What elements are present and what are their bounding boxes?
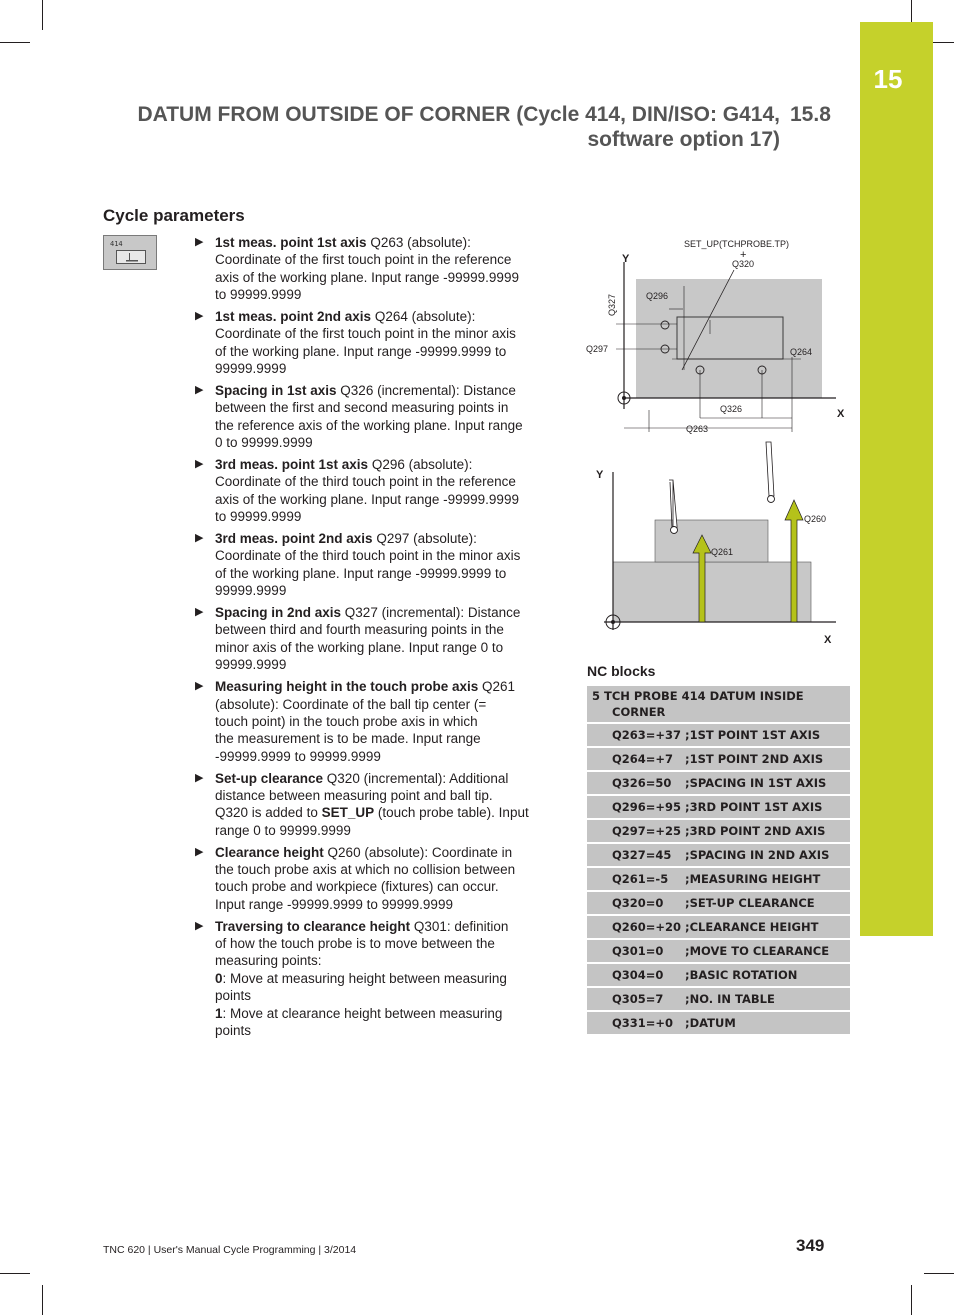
parameter-line [215,491,555,508]
crop-mark [924,1273,954,1274]
cycle-icon-label: 414 [110,240,123,248]
nc-table-row [587,796,850,820]
parameter-item [193,234,555,304]
section-number: 15.8 [790,103,831,126]
nc-comment: ;BASIC ROTATION [685,968,798,982]
parameter-line [215,456,555,473]
crop-mark [0,1273,30,1274]
nc-comment: ;3RD POINT 2ND AXIS [685,824,826,838]
nc-comment: ;SET-UP CLEARANCE [685,896,815,910]
parameter-line [215,952,555,969]
parameter-line [215,678,555,695]
nc-code: Q320=0 [612,896,664,910]
nc-table-row [587,724,850,748]
nc-comment: ;3RD POINT 1ST AXIS [685,800,823,814]
parameter-text: between third and fourth measuring points in the [215,622,504,638]
parameter-line [215,844,555,861]
q320-label: Q320 [732,259,755,269]
emphasis-text: 0 [215,970,223,986]
parameter-line [215,417,555,434]
nc-comment: ;NO. IN TABLE [685,992,775,1006]
parameter-item [193,918,555,1040]
corner-probe-icon [116,250,146,264]
parameter-line [215,269,555,286]
nc-block-header [587,686,850,724]
bullet-arrow-icon: ▶ [195,771,204,784]
nc-table-row [587,892,850,916]
parameter-text: 99999.9999 [215,361,287,377]
parameter-item [193,770,555,840]
bullet-arrow-icon: ▶ [195,845,204,858]
parameter-line [215,547,555,564]
parameter-name: 1st meas. point 1st axis [215,235,367,250]
q261-label: Q261 [711,547,734,557]
parameter-text: Q301: definition [410,918,509,934]
plus-sign: + [740,249,747,261]
parameter-line [215,343,555,360]
parameter-text: (absolute): Coordinate of the ball tip center (= [215,696,487,712]
y-axis-label: Y [596,469,604,481]
chapter-tab [860,22,933,936]
nc-table-row [587,868,850,892]
nc-header-line: CORNER [612,705,666,719]
nc-table-row [587,748,850,772]
parameter-item [193,604,555,674]
nc-comment: ;1ST POINT 1ST AXIS [685,728,821,742]
parameter-text: the measurement is to be made. Input range [215,731,481,747]
nc-code: Q264=+7 [612,752,674,766]
parameter-line [215,308,555,325]
parameter-line [215,382,555,399]
bullet-arrow-icon: ▶ [195,919,204,932]
parameter-item [193,678,555,765]
parameter-text: Q327 (incremental): Distance [341,605,521,621]
parameter-item [193,308,555,378]
nc-comment: ;CLEARANCE HEIGHT [685,920,819,934]
crop-mark [42,1285,43,1315]
y-axis-label: Y [622,253,630,265]
parameter-text: Q264 (absolute): [371,309,476,325]
parameter-text: Q261 [478,679,516,695]
parameter-line [215,530,555,547]
parameter-text: points [215,988,252,1004]
parameter-text: Coordinate of the first touch point in the reference [215,252,512,268]
parameter-text: between the first and second measuring points in [215,400,509,416]
parameter-text: : Move at measuring height between measuring [222,970,507,986]
crop-mark [42,0,43,30]
parameter-text: measuring points: [215,953,322,969]
parameter-text: Input range -99999.9999 to 99999.9999 [215,896,453,912]
nc-code: Q263=+37 [612,728,682,742]
parameter-name: Clearance height [215,844,324,860]
parameter-text: touch point) in the touch probe axis in which [215,713,478,729]
parameter-text: the touch probe axis at which no collision between [215,861,516,877]
cycle-414-softkey-icon[interactable] [103,235,157,270]
nc-code: Q260=+20 [612,920,682,934]
parameter-text: Coordinate of the third touch point in the reference [215,474,516,490]
parameter-text: Q320 is added to [215,805,322,821]
x-axis-label: X [837,408,845,420]
parameter-text: : Move at clearance height between measuring [222,1005,503,1021]
parameter-text: Coordinate of the first touch point in the minor axis [215,326,516,342]
nc-table-row [587,988,850,1012]
parameter-name: Set-up clearance [215,770,324,786]
parameter-item [193,456,555,526]
parameter-line [215,878,555,895]
parameter-line [215,286,555,303]
parameter-line [215,861,555,878]
parameter-line [215,639,555,656]
parameter-line [215,565,555,582]
page-header-title [130,102,780,152]
setup-label: SET_UP(TCHPROBE.TP) [684,239,790,249]
nc-comment: ;SPACING IN 1ST AXIS [685,776,827,790]
parameter-name: Measuring height in the touch probe axis [215,679,479,695]
parameter-line [215,604,555,621]
nc-code: Q296=+95 [612,800,682,814]
parameter-item [193,844,555,914]
parameter-name: Traversing to clearance height [215,918,411,934]
parameter-line [215,656,555,673]
parameter-text: Q320 (incremental): Additional [323,770,509,786]
q327-label: Q327 [607,293,617,316]
parameter-line [215,896,555,913]
nc-table-row [587,964,850,988]
q264-label: Q264 [790,347,813,357]
parameter-text: Q326 (incremental): Distance [336,383,516,399]
parameter-item [193,530,555,600]
parameter-line [215,434,555,451]
parameter-line [215,1005,555,1022]
parameter-text: to 99999.9999 [215,287,302,303]
nc-code: Q331=+0 [612,1016,674,1030]
parameter-line [215,987,555,1004]
parameter-line [215,730,555,747]
parameter-text: Q297 (absolute): [372,531,477,547]
parameter-text: points [215,1022,252,1038]
parameter-line [215,748,555,765]
nc-header-line: 5 TCH PROBE 414 DATUM INSIDE [592,689,804,703]
parameter-text: range 0 to 99999.9999 [215,822,351,838]
q260-label: Q260 [804,514,827,524]
parameter-item [193,382,555,452]
parameter-text: axis of the working plane. Input range -99999.9999 [215,269,519,285]
crop-mark [0,42,30,43]
parameter-line [215,399,555,416]
nc-table-row [587,1012,850,1036]
touch-point-plan-diagram [586,234,856,441]
parameter-text: minor axis of the working plane. Input range 0 to [215,639,504,655]
parameter-text: of the working plane. Input range -99999.9999 to [215,343,507,359]
footer-text: TNC 620 | User's Manual Cycle Programming | 3/2014 [103,1244,357,1256]
bullet-arrow-icon: ▶ [195,532,204,545]
nc-table-row [587,940,850,964]
q296-label: Q296 [646,291,669,301]
parameter-text: 99999.9999 [215,583,287,599]
parameter-text: (touch probe table). Input [374,805,529,821]
bullet-arrow-icon: ▶ [195,458,204,471]
header-title-line: DATUM FROM OUTSIDE OF CORNER (Cycle 414, DIN/ISO: G414, [137,103,780,126]
bullet-arrow-icon: ▶ [195,310,204,323]
parameter-text: -99999.9999 to 99999.9999 [215,748,381,764]
parameter-text: touch probe and workpiece (fixtures) can occur. [215,879,499,895]
parameter-text: Q296 (absolute): [368,457,473,473]
nc-code: Q327=45 [612,848,672,862]
parameter-name: 1st meas. point 2nd axis [215,309,372,325]
nc-code: Q297=+25 [612,824,682,838]
parameter-text: 0 to 99999.9999 [215,435,313,451]
parameter-line [215,251,555,268]
nc-comment: ;SPACING IN 2ND AXIS [685,848,830,862]
nc-code: Q301=0 [612,944,664,958]
nc-comment: ;MOVE TO CLEARANCE [685,944,830,958]
bullet-arrow-icon: ▶ [195,680,204,693]
nc-blocks-table [587,686,850,1036]
nc-code: Q305=7 [612,992,664,1006]
q326-label: Q326 [720,404,743,414]
parameter-line [215,234,555,251]
parameter-line [215,582,555,599]
nc-blocks-title: NC blocks [587,663,656,679]
parameter-line [215,787,555,804]
nc-code: Q326=50 [612,776,672,790]
header-title-line: software option 17) [587,128,780,151]
parameter-line [215,696,555,713]
parameter-text: the reference axis of the working plane. Input range [215,417,523,433]
bullet-arrow-icon: ▶ [195,384,204,397]
parameter-text: 99999.9999 [215,657,287,673]
nc-table-row [587,820,850,844]
nc-code: Q261=-5 [612,872,669,886]
parameter-line [215,770,555,787]
parameter-list [193,234,555,1044]
parameter-text: Q260 (absolute): Coordinate in [323,844,513,860]
parameter-line [215,822,555,839]
parameter-line [215,325,555,342]
probe-height-side-diagram [586,440,856,655]
parameter-text: Coordinate of the third touch point in the minor axis [215,548,521,564]
parameter-line [215,360,555,377]
parameter-line [215,970,555,987]
parameter-line [215,1022,555,1039]
parameter-line [215,804,555,821]
parameter-line [215,621,555,638]
nc-comment: ;MEASURING HEIGHT [685,872,821,886]
parameter-line [215,918,555,935]
nc-table-row [587,772,850,796]
q263-label: Q263 [686,424,709,434]
parameter-line [215,473,555,490]
bullet-arrow-icon: ▶ [195,236,204,248]
nc-comment: ;DATUM [685,1016,736,1030]
page-number: 349 [796,1236,825,1255]
x-axis-label: X [824,634,832,646]
parameter-text: axis of the working plane. Input range -99999.9999 [215,491,519,507]
parameter-line [215,508,555,525]
parameter-text: to 99999.9999 [215,509,302,525]
parameter-text: Q263 (absolute): [366,235,471,250]
chapter-number: 15 [873,64,903,94]
nc-table-row [587,916,850,940]
parameter-name: Spacing in 2nd axis [215,605,342,621]
bullet-arrow-icon: ▶ [195,606,204,619]
nc-table-row [587,844,850,868]
parameter-name: 3rd meas. point 1st axis [215,457,369,473]
parameter-name: 3rd meas. point 2nd axis [215,531,373,547]
emphasis-text: 1 [215,1005,223,1021]
section-title: Cycle parameters [103,206,245,225]
parameter-line [215,713,555,730]
emphasis-text: SET_UP [321,805,375,821]
nc-code: Q304=0 [612,968,664,982]
nc-comment: ;1ST POINT 2ND AXIS [685,752,824,766]
parameter-name: Spacing in 1st axis [215,383,337,399]
parameter-text: of the working plane. Input range -99999.9999 to [215,565,507,581]
parameter-line [215,935,555,952]
crop-mark [911,1285,912,1315]
q297-label: Q297 [586,344,609,354]
parameter-text: of how the touch probe is to move between the [215,935,495,951]
parameter-text: distance between measuring point and ball tip. [215,787,493,803]
